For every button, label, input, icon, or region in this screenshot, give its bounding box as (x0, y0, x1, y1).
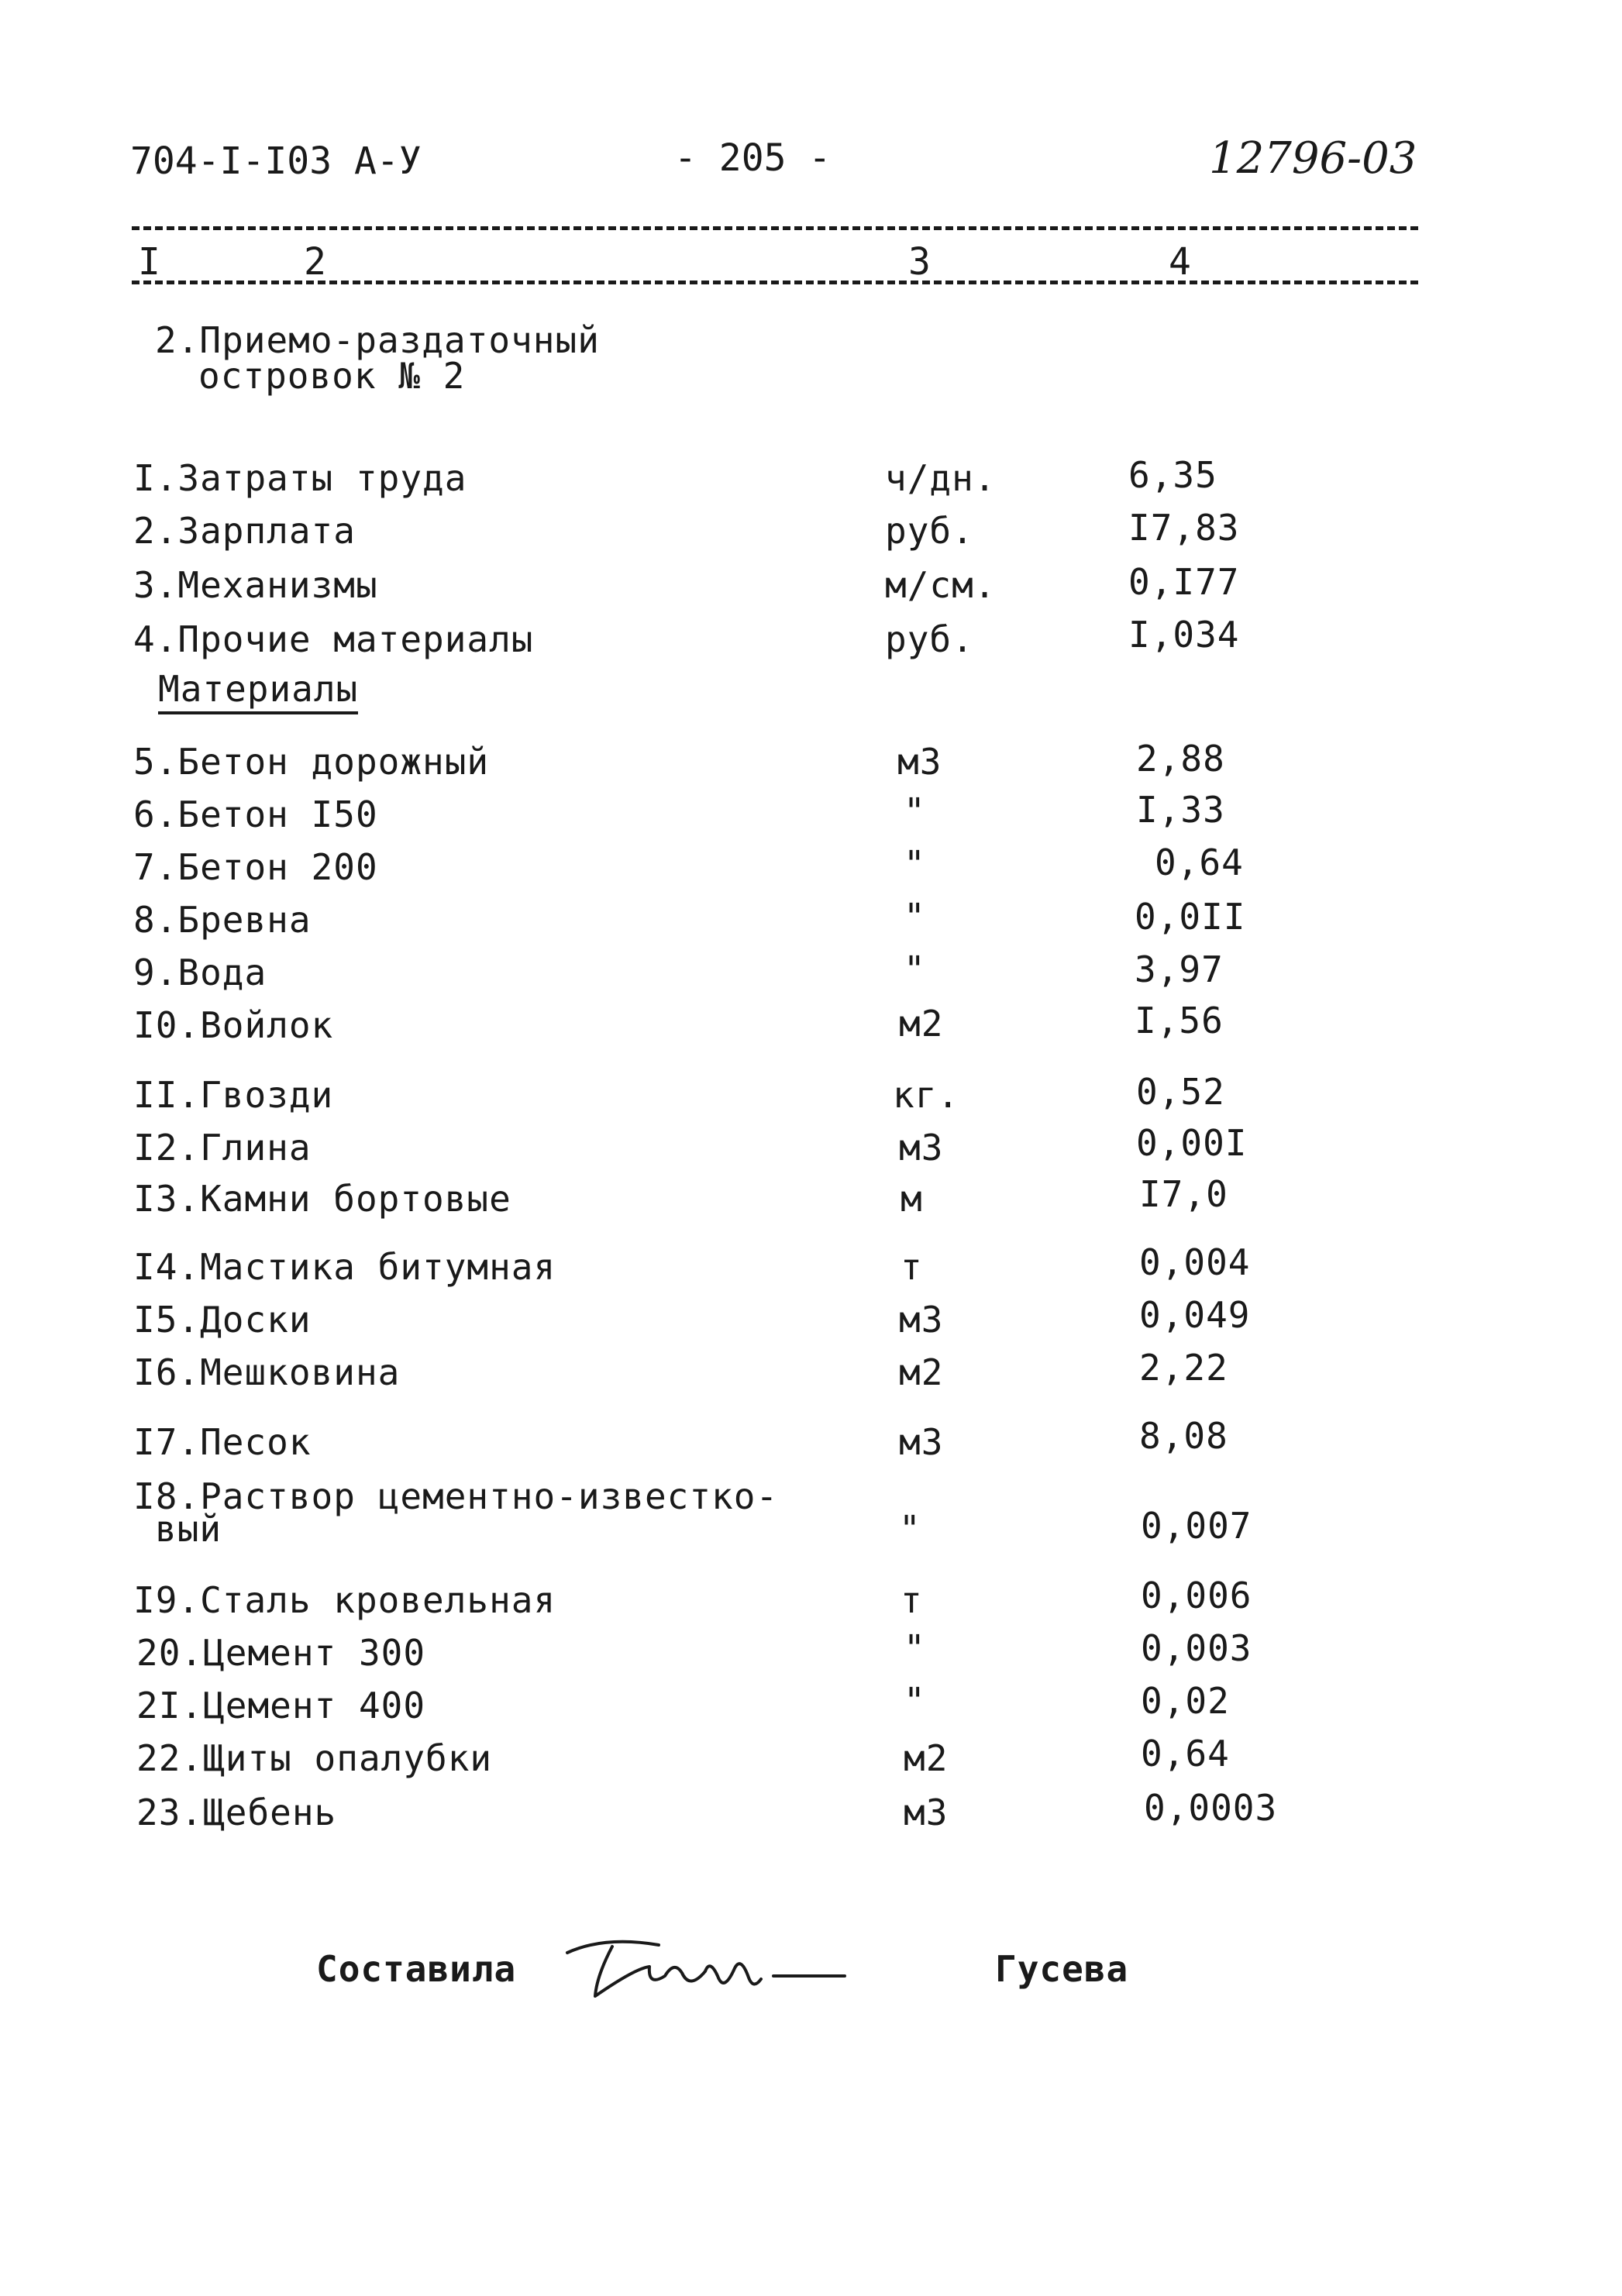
row-name: 20.Цемент 300 (136, 1632, 426, 1674)
row-unit: " (899, 1508, 921, 1550)
row-name: I7.Песок (133, 1421, 312, 1463)
row-value: 3,97 (1135, 948, 1224, 990)
row-unit: т (901, 1579, 923, 1621)
row-name: I0.Войлок (133, 1004, 334, 1046)
row-name: 9.Вода (133, 952, 267, 993)
row-name: I.Затраты труда (133, 457, 467, 499)
row-value: I,56 (1135, 1000, 1224, 1041)
row-unit: м3 (904, 1792, 949, 1833)
row-name: II.Гвозди (133, 1074, 334, 1116)
column-1-number: I (138, 240, 160, 284)
row-name: 2.Зарплата (133, 510, 356, 552)
row-name: 8.Бревна (133, 899, 312, 941)
column-header-dashed-rule (132, 281, 1418, 284)
row-value: 0,0003 (1144, 1787, 1278, 1829)
row-name: I4.Мастика битумная (133, 1246, 556, 1288)
row-value: 0,52 (1136, 1071, 1225, 1113)
row-unit: м (901, 1178, 923, 1220)
row-name: 23.Щебень (136, 1792, 337, 1833)
row-value: 2,22 (1139, 1347, 1228, 1389)
materials-heading: Материалы (158, 668, 358, 714)
row-name: 5.Бетон дорожный (133, 741, 490, 783)
row-unit: м2 (899, 1003, 944, 1045)
handwritten-reference: 12796-03 (1209, 133, 1417, 184)
row-name-continuation: вый (155, 1508, 222, 1550)
row-name: I5.Доски (133, 1299, 312, 1341)
column-2-number: 2 (304, 240, 326, 284)
row-name: I2.Глина (133, 1127, 312, 1169)
row-value: 0,004 (1139, 1241, 1251, 1283)
row-name: 2I.Цемент 400 (136, 1685, 426, 1726)
row-name: 7.Бетон 200 (133, 846, 378, 888)
row-unit: м3 (899, 1421, 944, 1463)
row-unit: м/см. (885, 564, 997, 606)
compiler-surname: Гусева (995, 1948, 1129, 1990)
row-value: 0,007 (1141, 1505, 1252, 1547)
row-name: I3.Камни бортовые (133, 1178, 511, 1220)
row-value: I7,0 (1139, 1173, 1228, 1215)
section-title-line-1: 2.Приемо-раздаточный (155, 319, 600, 361)
row-value: 0,00I (1136, 1122, 1248, 1164)
row-name: I9.Сталь кровельная (133, 1579, 556, 1621)
row-unit: м2 (904, 1737, 949, 1779)
row-value: 8,08 (1139, 1415, 1228, 1457)
compiled-by-label: Составила (316, 1948, 517, 1990)
row-value: I,33 (1136, 789, 1225, 831)
row-unit: т (901, 1246, 923, 1288)
row-unit: м3 (897, 741, 942, 783)
row-value: 2,88 (1136, 738, 1225, 780)
row-unit: кг. (893, 1074, 960, 1116)
handwritten-signature-icon (558, 1922, 852, 2007)
row-value: 0,02 (1141, 1680, 1230, 1722)
row-value: 0,049 (1139, 1294, 1251, 1336)
row-unit: м3 (899, 1127, 944, 1169)
row-unit: " (904, 896, 926, 938)
document-code: 704-I-I03 А-У (130, 139, 422, 183)
row-value: 6,35 (1128, 454, 1217, 496)
row-unit: " (904, 843, 926, 885)
top-dashed-rule (132, 226, 1418, 230)
row-unit: ч/дн. (885, 457, 997, 499)
row-unit: " (904, 948, 926, 990)
row-name: I8.Раствор цементно-известко- (133, 1475, 779, 1517)
page-number: - 205 - (674, 136, 832, 180)
row-name: 6.Бетон I50 (133, 793, 378, 835)
row-value: I,034 (1128, 614, 1240, 656)
row-name: 3.Механизмы (133, 564, 378, 606)
row-name: 4.Прочие материалы (133, 618, 534, 660)
row-value: 0,64 (1141, 1733, 1230, 1774)
column-4-number: 4 (1169, 240, 1191, 284)
row-unit: руб. (885, 618, 974, 660)
section-title-line-2: островок № 2 (198, 355, 466, 397)
row-value: 0,006 (1141, 1575, 1252, 1616)
row-value: 0,003 (1141, 1627, 1252, 1669)
row-unit: " (904, 1627, 926, 1669)
row-value: 0,64 (1155, 842, 1244, 883)
row-unit: " (904, 790, 926, 832)
row-value: 0,I77 (1128, 561, 1240, 603)
row-value: 0,0II (1135, 896, 1246, 938)
column-3-number: 3 (908, 240, 931, 284)
row-unit: " (904, 1680, 926, 1722)
row-unit: руб. (885, 510, 974, 552)
row-unit: м2 (899, 1351, 944, 1393)
row-unit: м3 (899, 1299, 944, 1341)
row-name: I6.Мешковина (133, 1351, 401, 1393)
row-value: I7,83 (1128, 507, 1240, 549)
row-name: 22.Щиты опалубки (136, 1737, 493, 1779)
